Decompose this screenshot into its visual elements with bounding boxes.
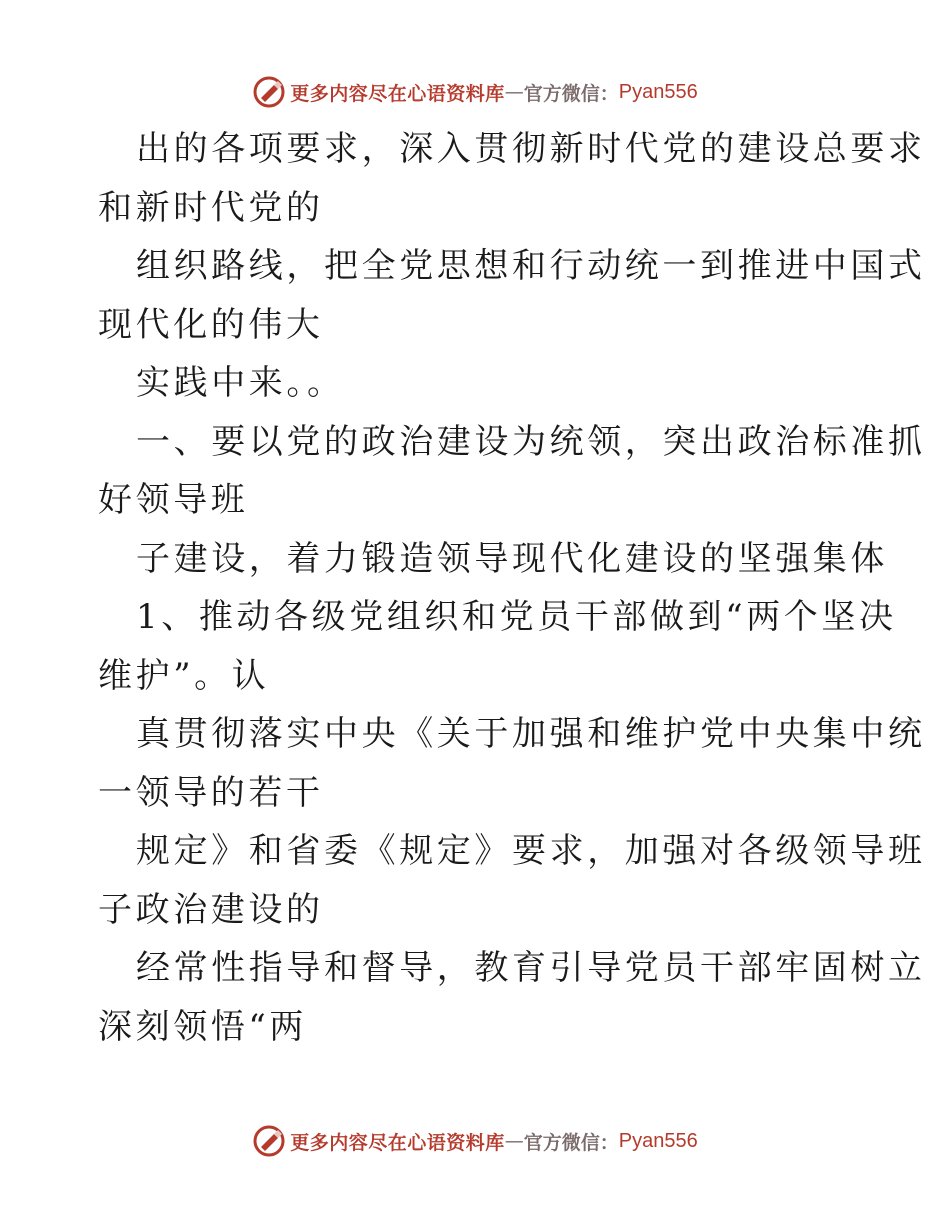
text-line: 深刻领悟“两 bbox=[98, 1006, 307, 1047]
text-line: 出的各项要求，深入贯彻新时代党的建设总要求 bbox=[136, 129, 926, 169]
text-line: 维护”。认 bbox=[98, 655, 270, 696]
banner-separator: — bbox=[504, 81, 524, 103]
section-heading: 好领导班 bbox=[98, 480, 249, 520]
seal-logo-icon bbox=[252, 1124, 286, 1158]
seal-logo-icon bbox=[252, 75, 286, 109]
banner-main-text: 更多内容尽在心语资料库 bbox=[290, 1131, 505, 1154]
header-banner bbox=[0, 72, 950, 112]
document-body bbox=[98, 120, 926, 1056]
text-line: 真贯彻落实中央《关于加强和维护党中央集中统 bbox=[136, 714, 926, 754]
text-line: 1、推动各级党组织和党员干部做到“两个坚决 bbox=[136, 597, 897, 637]
text-line: 一领导的若干 bbox=[98, 772, 324, 813]
section-heading: 一、要以党的政治建设为统领，突出政治标准抓 bbox=[136, 421, 926, 462]
banner-main-text: 更多内容尽在心语资料库 bbox=[290, 82, 505, 105]
footer-banner bbox=[0, 1121, 950, 1161]
text-line: 子建设，着力锻造领导现代化建设的坚强集体 bbox=[136, 538, 888, 579]
banner-wechat-id: Pyan556 bbox=[618, 80, 698, 103]
text-line: 规定》和省委《规定》要求，加强对各级领导班 bbox=[136, 831, 926, 871]
text-line: 经常性指导和督导，教育引导党员干部牢固树立 bbox=[136, 948, 926, 988]
text-line: 和新时代党的 bbox=[98, 187, 324, 228]
banner-separator: — bbox=[504, 1130, 524, 1152]
text-line: 子政治建设的 bbox=[98, 889, 324, 930]
banner-wechat-id: Pyan556 bbox=[618, 1129, 698, 1152]
banner-wechat-label: 官方微信： bbox=[523, 1131, 619, 1154]
text-line: 组织路线，把全党思想和行动统一到推进中国式 bbox=[136, 246, 926, 286]
text-line: 现代化的伟大 bbox=[98, 304, 324, 345]
banner-wechat-label: 官方微信： bbox=[523, 82, 619, 105]
text-line: 实践中来。。 bbox=[136, 363, 345, 403]
